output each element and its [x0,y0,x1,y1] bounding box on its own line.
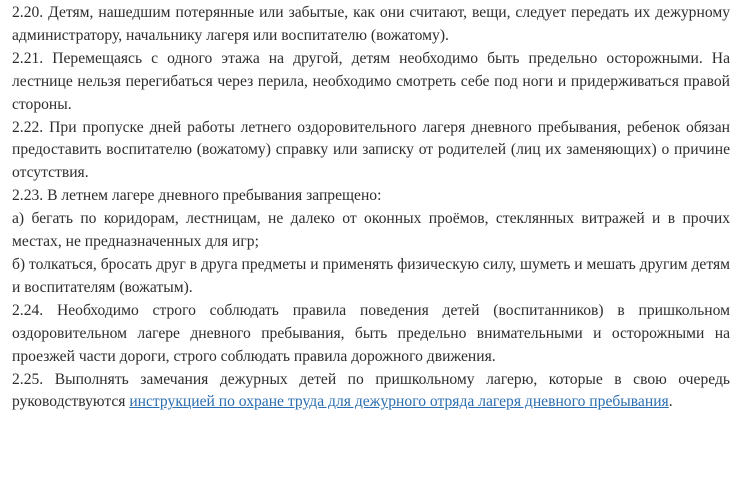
paragraph-2-21: 2.21. Перемещаясь с одного этажа на другой, детям необходимо быть предельно осторожными. На лестнице нельзя перегибаться через перила, необходимо смотреть себе под ноги и придерживаться правой стороны. [12,49,730,113]
paragraph-2-20: 2.20. Детям, нашедшим потерянные или забытые, как они считают, вещи, следует передать их дежурному администратору, начальнику лагеря или воспитателю (вожатому). [12,4,730,44]
paragraph-2-23-b: б) толкаться, бросать друг в друга предметы и применять физическую силу, шуметь и мешать другим детям и воспитателям (вожатым). [12,255,730,296]
paragraph-2-25-text: 2.25. Выполнять замечания дежурных детей по пришкольному лагерю, которые в свою очередь руководствуются [12,370,730,411]
paragraph-2-25 [12,369,730,415]
document-body [12,2,730,414]
paragraph-2-24: 2.24. Необходимо строго соблюдать правила поведения детей (воспитанников) в пришкольном оздоровительном лагере дневного пребывания, быть предельно внимательными и осторожными на проезжей части дороги, строго соблюдать правила дорожного движения. [12,301,730,365]
instruction-link[interactable]: инструкцией по охране труда для дежурного отряда лагеря дневного пребывания [129,393,669,411]
paragraph-2-22: 2.22. При пропуске дней работы летнего оздоровительного лагеря дневного пребывания, ребенок обязан предоставить воспитателю (вожатому) справку или записку от родителей (лиц их заменяющих) о причине отсутствия. [12,118,730,182]
paragraph-2-23-a: а) бегать по коридорам, лестницам, не далеко от оконных проёмов, стеклянных витражей и в прочих местах, не предназначенных для игр; [12,210,730,251]
paragraph-2-23: 2.23. В летнем лагере дневного пребывания запрещено: [12,187,382,205]
paragraph-2-25-end: . [668,393,673,411]
